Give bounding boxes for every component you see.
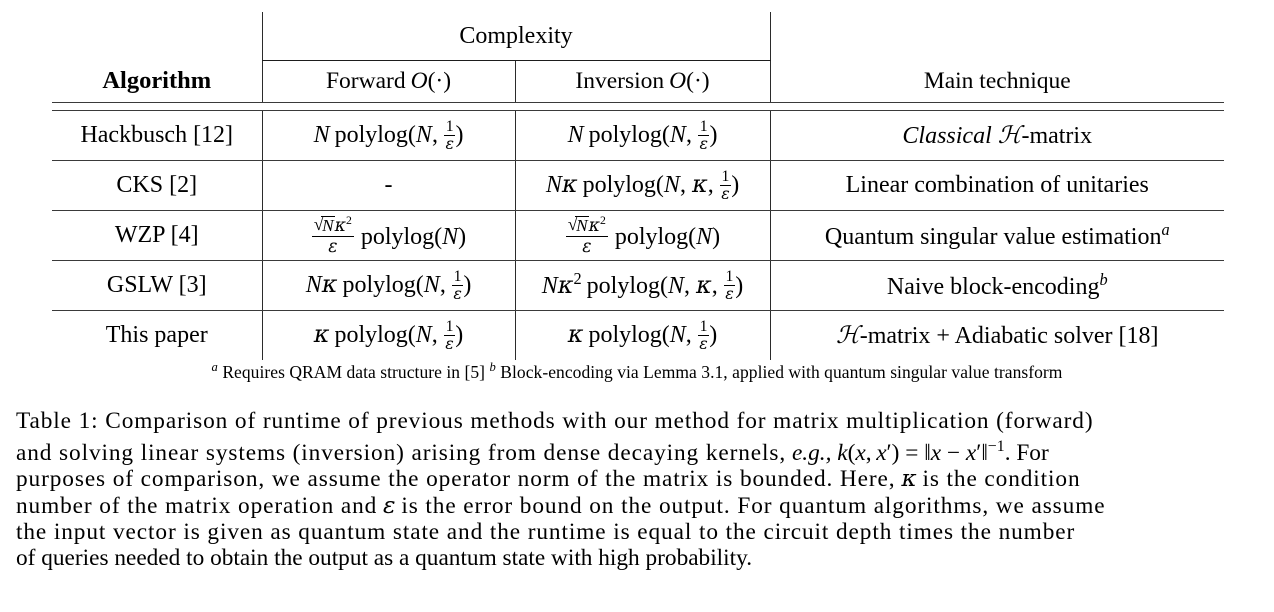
cell-forward bbox=[262, 261, 515, 311]
cell-algorithm bbox=[52, 211, 262, 261]
cell-forward bbox=[262, 161, 515, 211]
caption-line-2 bbox=[16, 434, 1258, 466]
cell-inversion bbox=[515, 161, 770, 211]
caption-line-3-text-a: purposes of comparison, we assume the operator norm of the matrix is bounded. Here, bbox=[16, 466, 896, 493]
inversion-complexity: √ $\frac{N\kappa^2}{\varepsilon}$ polylog(N) bbox=[565, 224, 720, 250]
table-header-row bbox=[52, 61, 1224, 103]
cell-forward bbox=[262, 111, 515, 160]
inversion-complexity: κ polylog(N, $\frac{1}{\varepsilon}$ ) bbox=[567, 317, 718, 353]
caption-line-1: Table 1: Comparison of runtime of previous methods with our method for matrix multiplication (forward) bbox=[16, 408, 1094, 434]
caption-epsilon: ε bbox=[383, 491, 396, 519]
caption-line-2-text-b: . For bbox=[1004, 440, 1049, 467]
header-group-complexity: Complexity bbox=[262, 12, 770, 61]
technique-text: ℋ-matrix + Adiabatic solver [18] bbox=[836, 321, 1159, 349]
footnote-mark-a: a bbox=[211, 360, 218, 374]
algorithm-name: WZP [4] bbox=[114, 222, 199, 248]
header-label-inversion: Inversion O(·) bbox=[575, 68, 710, 94]
header-cell-main-technique bbox=[770, 61, 1224, 103]
forward-complexity: Nκ polylog(N, $\frac{1}{\varepsilon}$ ) bbox=[305, 267, 472, 303]
caption-line-4 bbox=[16, 493, 1258, 519]
header-double-rule bbox=[52, 102, 1224, 111]
footnote-text-b: Block-encoding via Lemma 3.1, applied with quantum singular value transform bbox=[500, 361, 1063, 382]
technique-text: Naive block-encoding$^b$ bbox=[886, 270, 1108, 300]
caption-kappa: κ bbox=[901, 465, 917, 493]
header-label-forward: Forward O(·) bbox=[325, 68, 452, 94]
header-label-algorithm: Algorithm bbox=[102, 67, 212, 95]
caption-line-4-text-a: number of the matrix operation and bbox=[16, 492, 378, 519]
table-row bbox=[52, 111, 1224, 160]
table-row bbox=[52, 261, 1224, 311]
cell-forward bbox=[262, 211, 515, 261]
header-cell-forward bbox=[262, 61, 515, 103]
header-corner-blank bbox=[52, 12, 262, 61]
caption-line-3 bbox=[16, 466, 1258, 492]
header-forward-text: Forward bbox=[325, 68, 406, 94]
table-row bbox=[52, 161, 1224, 211]
forward-complexity: - bbox=[384, 172, 393, 198]
header-inversion-text: Inversion bbox=[575, 68, 665, 94]
table-header-group-row bbox=[52, 12, 1224, 61]
cell-main-technique bbox=[770, 111, 1224, 160]
header-double-rule-row bbox=[52, 102, 1224, 111]
caption-line-6: of queries needed to obtain the output as a quantum state with high probability. bbox=[16, 545, 753, 572]
cell-main-technique bbox=[770, 161, 1224, 211]
cell-inversion bbox=[515, 111, 770, 160]
algorithm-name: GSLW [3] bbox=[106, 272, 207, 298]
cell-main-technique bbox=[770, 211, 1224, 261]
table-caption bbox=[16, 408, 1258, 572]
caption-kernel-math: k(x, x′) = ‖x − x′‖$^{-1}$ bbox=[837, 438, 1005, 467]
cell-algorithm bbox=[52, 261, 262, 311]
table-footnote bbox=[0, 360, 1274, 383]
cell-inversion bbox=[515, 211, 770, 261]
header-label-main-technique: Main technique bbox=[923, 67, 1071, 94]
inversion-complexity: $N\kappa^2$ polylog(N, κ, $\frac{1}{\varepsilon}$ ) bbox=[541, 268, 744, 304]
cell-forward bbox=[262, 311, 515, 361]
algorithm-name: This paper bbox=[105, 322, 208, 348]
inversion-complexity: N polylog(N, $\frac{1}{\varepsilon}$ ) bbox=[567, 117, 718, 153]
header-cell-inversion bbox=[515, 61, 770, 103]
algorithm-name: Hackbusch [12] bbox=[80, 122, 234, 148]
caption-line-4-text-b: is the error bound on the output. For quantum algorithms, we assume bbox=[401, 492, 1106, 519]
caption-line-5: the input vector is given as quantum state and the runtime is equal to the circuit depth times the number bbox=[16, 518, 1076, 545]
algorithm-name: CKS [2] bbox=[116, 172, 198, 198]
header-cell-algorithm bbox=[52, 61, 262, 103]
caption-eg: e.g., bbox=[791, 440, 832, 467]
cell-main-technique bbox=[770, 311, 1224, 361]
header-group-blank bbox=[770, 12, 1224, 61]
technique-text: Classical ℋ-matrix bbox=[902, 121, 1093, 149]
cell-algorithm bbox=[52, 111, 262, 160]
comparison-table-container bbox=[52, 12, 1224, 360]
comparison-table bbox=[52, 12, 1224, 360]
table-row bbox=[52, 311, 1224, 361]
caption-line-2-text-a: and solving linear systems (inversion) arising from dense decaying kernels, bbox=[16, 440, 787, 467]
footnote-ref-b: b bbox=[1099, 270, 1108, 289]
forward-complexity: √ $\frac{N\kappa^2}{\varepsilon}$ polylog(N) bbox=[311, 224, 466, 250]
cell-algorithm bbox=[52, 161, 262, 211]
table-row bbox=[52, 211, 1224, 261]
inversion-complexity: Nκ polylog(N, κ, $\frac{1}{\varepsilon}$ ) bbox=[545, 167, 740, 203]
cell-inversion bbox=[515, 311, 770, 361]
footnote-ref-a: a bbox=[1161, 220, 1170, 239]
technique-text: Quantum singular value estimation$^a$ bbox=[824, 220, 1170, 250]
forward-complexity: N polylog(N, $\frac{1}{\varepsilon}$ ) bbox=[313, 117, 464, 153]
cell-algorithm bbox=[52, 311, 262, 361]
forward-complexity: κ polylog(N, $\frac{1}{\varepsilon}$ ) bbox=[313, 317, 464, 353]
technique-text: Linear combination of unitaries bbox=[845, 172, 1149, 198]
footnote-mark-b: b bbox=[489, 360, 496, 374]
caption-line-3-text-b: is the condition bbox=[922, 466, 1081, 493]
cell-inversion bbox=[515, 261, 770, 311]
footnote-text-a: Requires QRAM data structure in [5] bbox=[222, 361, 486, 382]
cell-main-technique bbox=[770, 261, 1224, 311]
